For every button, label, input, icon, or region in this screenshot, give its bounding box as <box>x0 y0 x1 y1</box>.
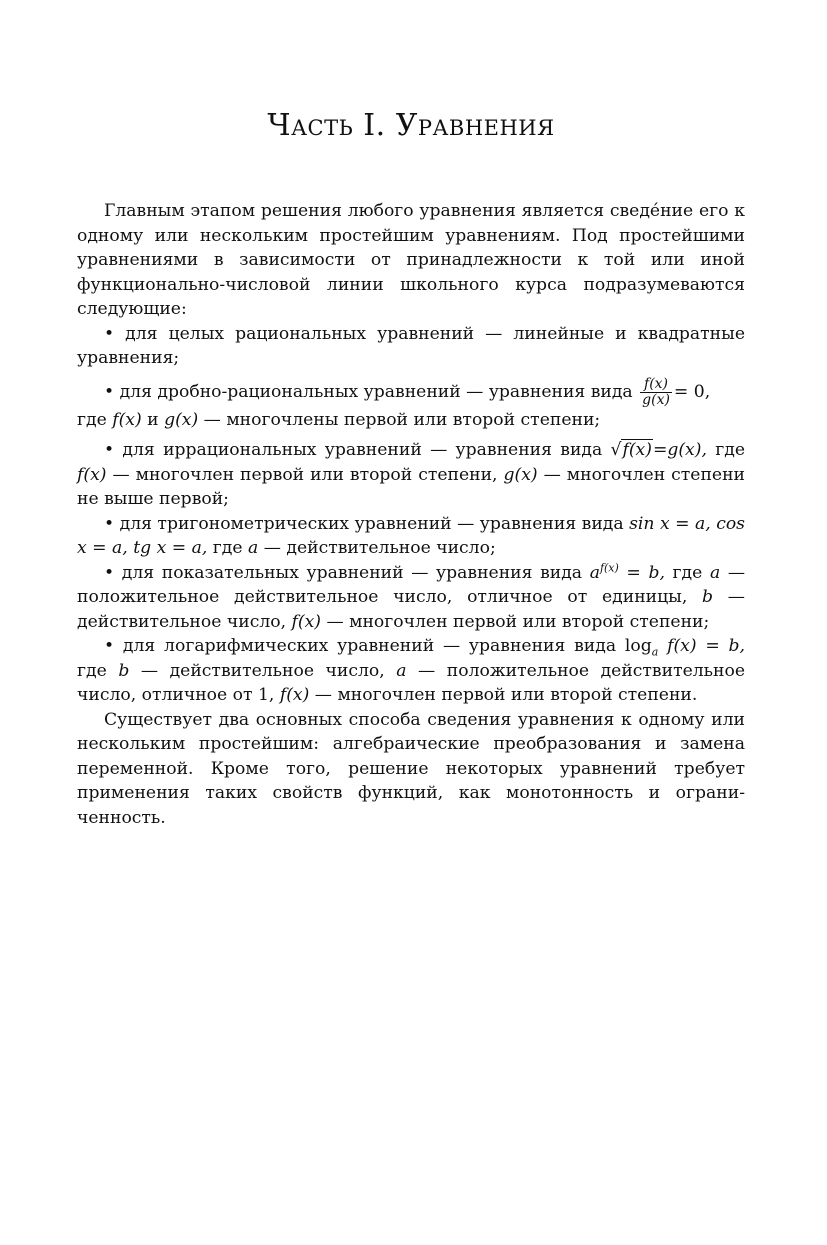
bullet-integer: • для целых рациональных уравнений — линейные и квадратные уравнения; <box>77 323 745 368</box>
bullet-logarithmic: • для логарифмических уравнений — уравнения вида $\log_a f(x) = b$, где b — действительное число, a — положительное действительное число, отличное от 1, f(x) — многочлен первой или второй степени. <box>77 636 745 705</box>
title-part: Часть I. <box>267 108 386 143</box>
bullet-trigonometric: • для тригонометрических уравнений — уравнения вида sin x = a, cos x = a, tg x = a, где a — действительное число; <box>77 513 745 558</box>
fraction: $\frac{f(x)}{g(x)}$ <box>642 375 670 408</box>
sqrt-expression: √f(x) <box>610 440 652 460</box>
outro-paragraph: Существует два основных способа сведения уравнения к одному или нескольким простейшим: алгебраические преобразования и замена переменной. Кроме того, решение некоторых уравнений требует применения таких свойств функций, как монотонность и ограниченность. <box>77 709 745 828</box>
intro-paragraph: Главным этапом решения любого уравнения является сведе́ние его к одному или нескольким простейшим уравнениям. Под простейшими уравнениями в зависимости от принадлежности к той или иной функционально-числовой линии школьного курса подразумеваются следующие: <box>77 201 745 319</box>
chapter-title <box>77 108 745 143</box>
bullet-irrational: • для иррациональных уравнений — уравнения вида √f(x)=g(x), где f(x) — многочлен первой или второй степени, g(x) — многочлен степени не выше первой; <box>77 440 745 509</box>
bullet-fractional: • для дробно-рациональных уравнений — уравнения вида $\frac{f(x)}{g(x)}$ = 0, где f(x) и g(x) — многочлены первой или второй степени; <box>77 375 711 430</box>
chapter-body <box>77 199 745 830</box>
title-word: Уравнения <box>395 108 555 143</box>
bullet-exponential: • для показательных уравнений — уравнения вида $a^{f(x)} = b$, где a — положительное действительное число, отличное от единицы, b — действительное число, f(x) — многочлен первой или второй степени; <box>77 560 746 632</box>
